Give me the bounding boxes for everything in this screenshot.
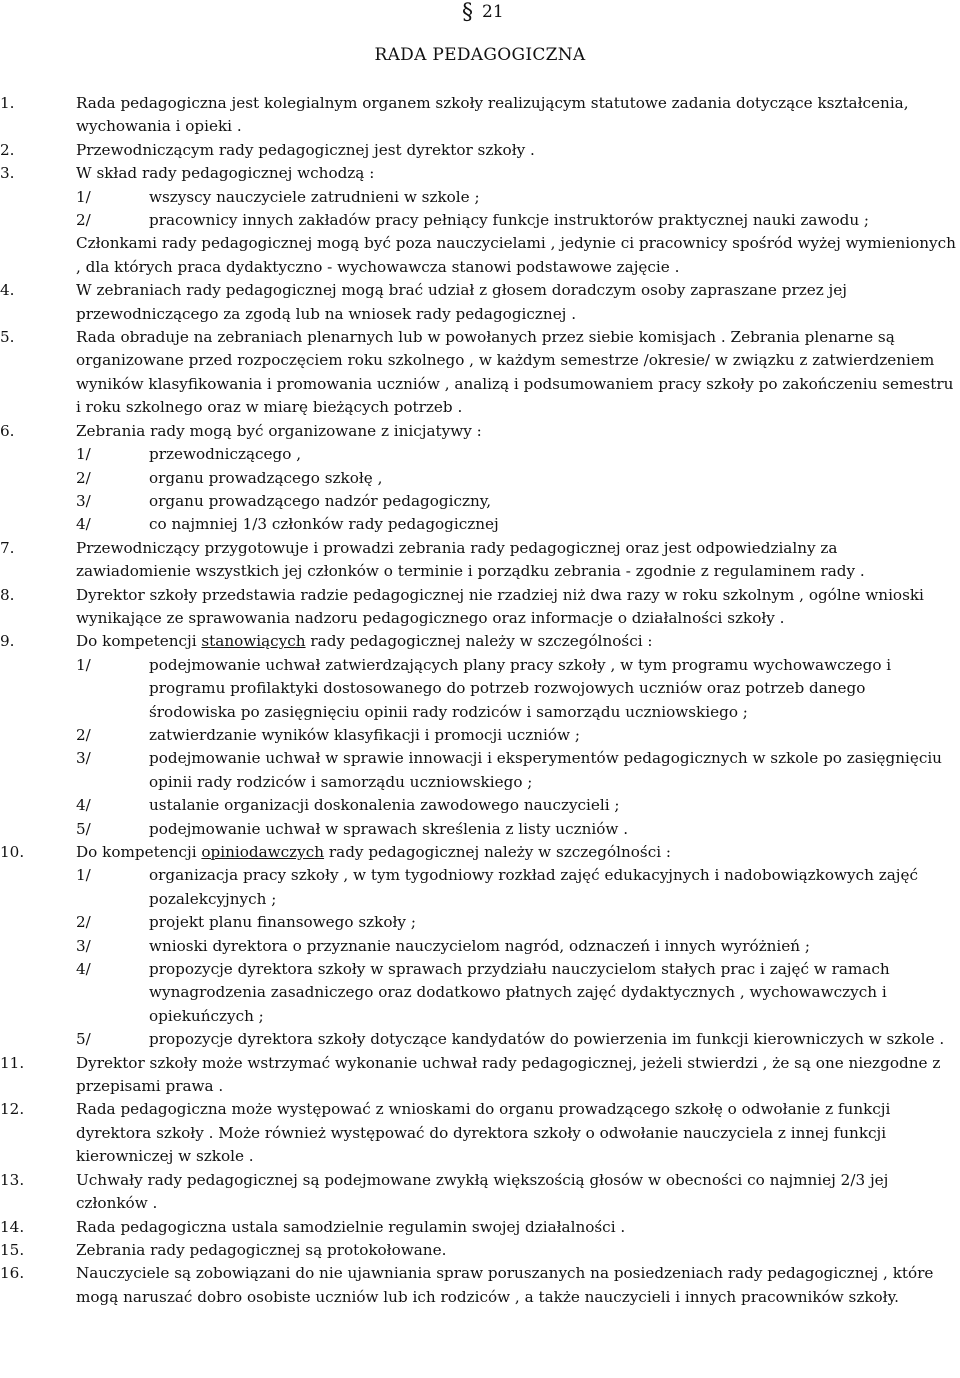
sub-item-number: 2/ bbox=[76, 913, 91, 932]
sub-item-number: 3/ bbox=[76, 491, 91, 510]
sub-item-number: 4/ bbox=[76, 796, 91, 815]
sub-item-text: zatwierdzanie wyników klasyfikacji i promocji uczniów ; bbox=[149, 725, 580, 744]
sub-item-text: organu prowadzącego nadzór pedagogiczny, bbox=[149, 491, 492, 510]
sub-item bbox=[0, 654, 956, 724]
list-item-1 bbox=[0, 92, 960, 139]
sub-item bbox=[0, 467, 956, 490]
sub-item-number: 3/ bbox=[76, 936, 91, 955]
section-symbol: § bbox=[462, 0, 473, 25]
list-item-15 bbox=[0, 1239, 960, 1262]
sub-item bbox=[0, 794, 956, 817]
sub-item bbox=[0, 747, 956, 794]
item-number: 8. bbox=[0, 585, 15, 604]
item-text-underlined: stanowiących bbox=[201, 632, 306, 651]
item-text: Przewodniczącym rady pedagogicznej jest dyrektor szkoły . bbox=[76, 140, 535, 159]
sub-item-text: podejmowanie uchwał zatwierdzających plany pracy szkoły , w tym programu wychowawczego i programu profilaktyki dostosowanego do potrzeb rozwojowych uczniów oraz potrzeb danego środowiska po zasięgnięciu opinii rady rodziców i samorządu uczniowskiego ; bbox=[149, 655, 892, 721]
sub-item-number: 5/ bbox=[76, 1030, 91, 1049]
item-number: 15. bbox=[0, 1240, 25, 1259]
item-text: Zebrania rady pedagogicznej są protokołowane. bbox=[76, 1240, 447, 1259]
page-number: 21 bbox=[482, 2, 504, 22]
item-number: 16. bbox=[0, 1264, 25, 1283]
item-text: Rada pedagogiczna ustala samodzielnie regulamin swojej działalności . bbox=[76, 1217, 626, 1236]
item-number: 3. bbox=[0, 164, 15, 183]
item-number: 7. bbox=[0, 538, 15, 557]
list-item-8 bbox=[0, 584, 960, 631]
sub-item-text: propozycje dyrektora szkoły dotyczące kandydatów do powierzenia im funkcji kierowniczych w szkole . bbox=[149, 1030, 945, 1049]
item-number: 1. bbox=[0, 94, 15, 112]
list-item-4 bbox=[0, 279, 960, 326]
item-text-pre: Do kompetencji bbox=[76, 843, 202, 861]
sub-item bbox=[0, 490, 956, 513]
item-number: 13. bbox=[0, 1170, 25, 1189]
sub-item-number: 1/ bbox=[76, 187, 91, 206]
item-text: Nauczyciele są zobowiązani do nie ujawniania spraw poruszanych na posiedzeniach rady pedagogicznej , które mogą naruszać dobro osobiste uczniów lub ich rodziców , a także nauczycieli i innych pracowników szkoły. bbox=[76, 1264, 934, 1306]
item-number: 10. bbox=[0, 843, 25, 861]
sub-item-number: 1/ bbox=[76, 866, 91, 885]
list-item-13 bbox=[0, 1169, 960, 1216]
sub-item-text: co najmniej 1/3 członków rady pedagogicznej bbox=[149, 515, 499, 534]
item-text: Rada pedagogiczna jest kolegialnym organem szkoły realizującym statutowe zadania dotyczące kształcenia, wychowania i opieki . bbox=[76, 94, 909, 136]
sub-item bbox=[0, 911, 956, 934]
sub-item-number: 2/ bbox=[76, 725, 91, 744]
item-text: Przewodniczący przygotowuje i prowadzi zebrania rady pedagogicznej oraz jest odpowiedzialny za zawiadomienie wszystkich jej członków o terminie i porządku zebrania - zgodnie z regulaminem rady . bbox=[76, 538, 865, 581]
item-text-post: rady pedagogicznej należy w szczególności : bbox=[305, 632, 653, 651]
sub-item-number: 4/ bbox=[76, 515, 91, 534]
list-item-11 bbox=[0, 1052, 960, 1099]
item-text-post: rady pedagogicznej należy w szczególności : bbox=[324, 843, 672, 861]
list-item-16 bbox=[0, 1262, 960, 1309]
sub-item-number: 2/ bbox=[76, 468, 91, 487]
item-number: 11. bbox=[0, 1053, 25, 1072]
sub-item-text: wnioski dyrektora o przyznanie nauczycielom nagród, odznaczeń i innych wyróżnień ; bbox=[149, 936, 811, 955]
list-item-6 bbox=[0, 420, 960, 537]
document-body bbox=[0, 92, 960, 1309]
sub-item bbox=[0, 935, 956, 958]
sub-item-number: 3/ bbox=[76, 749, 91, 768]
sub-item-text: organu prowadzącego szkołę , bbox=[149, 468, 383, 487]
list-item-10 bbox=[0, 841, 960, 1052]
sub-item bbox=[0, 864, 956, 911]
sub-item-text: organizacja pracy szkoły , w tym tygodniowy rozkład zajęć edukacyjnych i nadobowiązkowych zajęć pozalekcyjnych ; bbox=[149, 866, 918, 908]
sub-item-text: pracownicy innych zakładów pracy pełniący funkcje instruktorów praktycznej nauki zawodu ; bbox=[149, 211, 870, 230]
sub-item bbox=[0, 443, 956, 466]
sub-item-text: ustalanie organizacji doskonalenia zawodowego nauczycieli ; bbox=[149, 796, 620, 815]
list-item-2 bbox=[0, 139, 960, 162]
sub-item bbox=[0, 209, 956, 232]
item-number: 12. bbox=[0, 1100, 25, 1119]
sub-item bbox=[0, 1028, 956, 1051]
item-number: 5. bbox=[0, 328, 15, 347]
item-text: Zebrania rady mogą być organizowane z inicjatywy : bbox=[76, 421, 482, 440]
list-item-9 bbox=[0, 630, 960, 841]
item-text: W skład rady pedagogicznej wchodzą : bbox=[76, 164, 375, 183]
item-text: Dyrektor szkoły przedstawia radzie pedagogicznej nie rzadziej niż dwa razy w roku szkolnym , ogólne wnioski wynikające ze sprawowania nadzoru pedagogicznego oraz informacje o działalności szkoły . bbox=[76, 585, 924, 627]
item-text-pre: Do kompetencji bbox=[76, 632, 202, 651]
sub-item-text: projekt planu finansowego szkoły ; bbox=[149, 913, 416, 932]
sub-item-text: propozycje dyrektora szkoły w sprawach przydziału nauczycielom stałych prac i zajęć w ramach wynagrodzenia zasadniczego oraz dodatkowo płatnych zajęć dydaktycznych , wychowawczych i opiekuńczych ; bbox=[149, 960, 890, 1025]
item-number: 9. bbox=[0, 632, 15, 651]
sub-item-text: podejmowanie uchwał w sprawach skreślenia z listy uczniów . bbox=[149, 819, 629, 838]
item-number: 14. bbox=[0, 1217, 25, 1236]
sub-item-text: podejmowanie uchwał w sprawie innowacji i eksperymentów pedagogicznych w szkole po zasięgnięciu opinii rady rodziców i samorządu uczniowskiego ; bbox=[149, 749, 942, 791]
item-text: Rada pedagogiczna może występować z wnioskami do organu prowadzącego szkołę o odwołanie z funkcji dyrektora szkoły . Może również występować do dyrektora szkoły o odwołanie nauczyciela z innej funkcji kierowniczej w szkole . bbox=[76, 1100, 891, 1166]
sub-item-text: wszyscy nauczyciele zatrudnieni w szkole ; bbox=[149, 187, 480, 206]
sub-item bbox=[0, 818, 956, 841]
sub-item bbox=[0, 724, 956, 747]
item-text: Dyrektor szkoły może wstrzymać wykonanie uchwał rady pedagogicznej, jeżeli stwierdzi , że są one niezgodne z przepisami prawa . bbox=[76, 1053, 941, 1096]
sub-item bbox=[0, 958, 956, 1028]
item-text: Uchwały rady pedagogicznej są podejmowane zwykłą większością głosów w obecności co najmniej 2/3 jej członków . bbox=[76, 1170, 889, 1213]
sub-item-number: 1/ bbox=[76, 445, 91, 464]
list-item-5 bbox=[0, 326, 960, 420]
sub-item-number: 5/ bbox=[76, 819, 91, 838]
list-item-7 bbox=[0, 537, 960, 584]
page-title: RADA PEDAGOGICZNA bbox=[374, 45, 586, 65]
sub-item-number: 1/ bbox=[76, 655, 91, 674]
item-note: Członkami rady pedagogicznej mogą być poza nauczycielami , jedynie ci pracownicy spośród wyżej wymienionych , dla których praca dydaktyczno - wychowawcza stanowi podstawowe zajęcie . bbox=[76, 234, 956, 276]
sub-item-number: 4/ bbox=[76, 960, 91, 979]
item-text: Rada obraduje na zebraniach plenarnych lub w powołanych przez siebie komisjach . Zebrania plenarne są organizowane przed rozpoczęciem roku szkolnego , w każdym semestrze /okresie/ w związku z zatwierdzeniem wyników klasyfikowania i promowania uczniów , analizą i podsumowaniem pracy szkoły po zakończeniu semestru i roku szkolnego oraz w miarę bieżących potrzeb . bbox=[76, 328, 954, 417]
list-item-14 bbox=[0, 1216, 960, 1239]
item-number: 2. bbox=[0, 140, 15, 159]
item-text-underlined: opiniodawczych bbox=[201, 843, 325, 861]
item-text: W zebraniach rady pedagogicznej mogą brać udział z głosem doradczym osoby zapraszane przez jej przewodniczącego za zgodą lub na wniosek rady pedagogicznej . bbox=[76, 281, 847, 323]
item-number: 4. bbox=[0, 281, 15, 300]
list-item-12 bbox=[0, 1098, 960, 1168]
list-item-3 bbox=[0, 162, 960, 279]
sub-item-text: przewodniczącego , bbox=[149, 445, 302, 464]
sub-item bbox=[0, 186, 956, 209]
sub-item-number: 2/ bbox=[76, 211, 91, 230]
item-number: 6. bbox=[0, 421, 15, 440]
sub-item bbox=[0, 513, 956, 536]
